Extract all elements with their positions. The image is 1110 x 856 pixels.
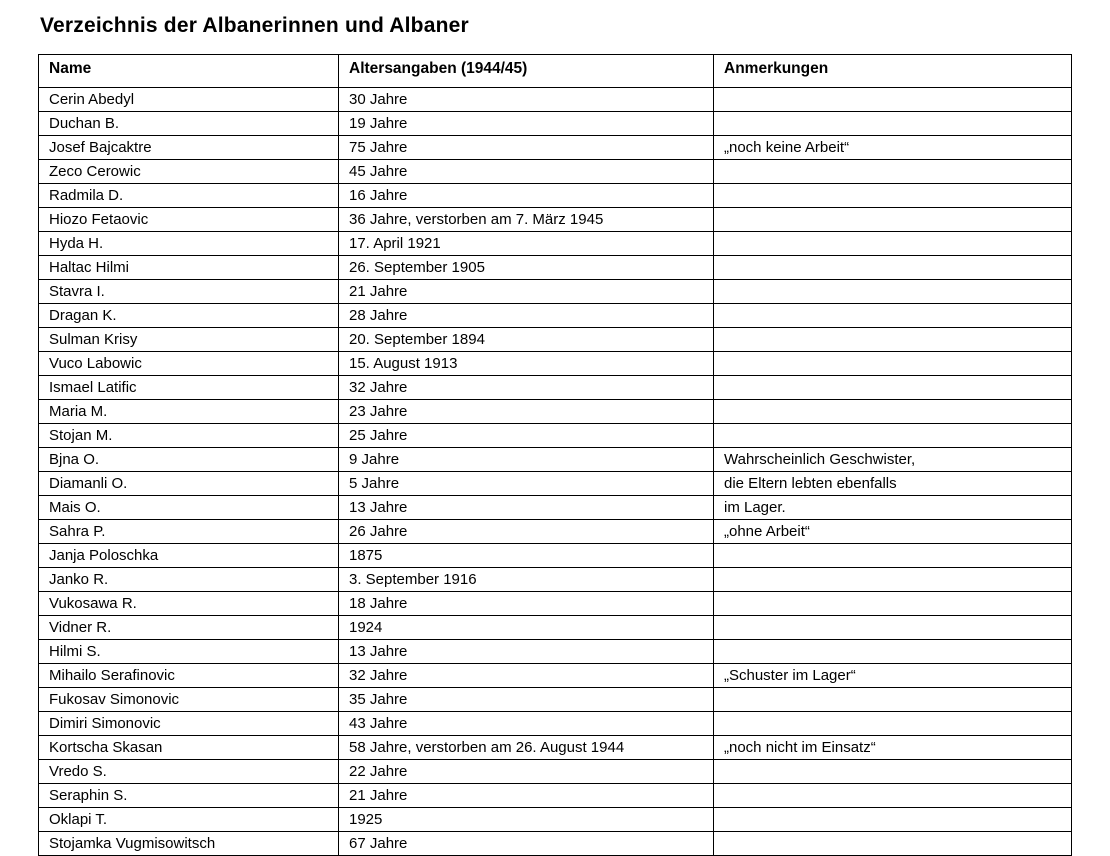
cell-name: Maria M. — [39, 400, 339, 424]
cell-name: Cerin Abedyl — [39, 88, 339, 112]
cell-notes — [714, 160, 1072, 184]
cell-notes — [714, 688, 1072, 712]
column-header-name: Name — [39, 55, 339, 88]
table-row — [39, 448, 1072, 472]
table-row — [39, 784, 1072, 808]
table-row — [39, 232, 1072, 256]
cell-name: Zeco Cerowic — [39, 160, 339, 184]
cell-age: 3. September 1916 — [339, 568, 714, 592]
table-header — [39, 55, 1072, 88]
cell-age: 45 Jahre — [339, 160, 714, 184]
column-header-age: Altersangaben (1944/45) — [339, 55, 714, 88]
cell-notes — [714, 568, 1072, 592]
table-row — [39, 184, 1072, 208]
table-row — [39, 304, 1072, 328]
cell-age: 21 Jahre — [339, 280, 714, 304]
cell-age: 1875 — [339, 544, 714, 568]
cell-name: Duchan B. — [39, 112, 339, 136]
page-title: Verzeichnis der Albanerinnen und Albaner — [40, 14, 469, 37]
cell-name: Haltac Hilmi — [39, 256, 339, 280]
cell-age: 28 Jahre — [339, 304, 714, 328]
cell-notes — [714, 112, 1072, 136]
table-row — [39, 352, 1072, 376]
cell-name: Vidner R. — [39, 616, 339, 640]
cell-age: 30 Jahre — [339, 88, 714, 112]
cell-name: Janko R. — [39, 568, 339, 592]
table-row — [39, 328, 1072, 352]
cell-name: Stojamka Vugmisowitsch — [39, 832, 339, 856]
cell-notes: Wahrscheinlich Geschwister, — [714, 448, 1072, 472]
table-row — [39, 640, 1072, 664]
cell-name: Kortscha Skasan — [39, 736, 339, 760]
cell-age: 21 Jahre — [339, 784, 714, 808]
table-row — [39, 544, 1072, 568]
cell-notes — [714, 616, 1072, 640]
cell-age: 13 Jahre — [339, 640, 714, 664]
cell-notes: „ohne Arbeit“ — [714, 520, 1072, 544]
cell-notes — [714, 832, 1072, 856]
cell-notes: „noch keine Arbeit“ — [714, 136, 1072, 160]
cell-notes — [714, 328, 1072, 352]
cell-notes — [714, 208, 1072, 232]
table-row — [39, 112, 1072, 136]
cell-age: 58 Jahre, verstorben am 26. August 1944 — [339, 736, 714, 760]
cell-name: Fukosav Simonovic — [39, 688, 339, 712]
table-row — [39, 208, 1072, 232]
cell-name: Dimiri Simonovic — [39, 712, 339, 736]
cell-age: 23 Jahre — [339, 400, 714, 424]
column-header-notes: Anmerkungen — [714, 55, 1072, 88]
cell-age: 1925 — [339, 808, 714, 832]
cell-name: Bjna O. — [39, 448, 339, 472]
cell-age: 35 Jahre — [339, 688, 714, 712]
table-row — [39, 400, 1072, 424]
cell-notes — [714, 232, 1072, 256]
cell-name: Stavra I. — [39, 280, 339, 304]
cell-name: Hyda H. — [39, 232, 339, 256]
cell-age: 67 Jahre — [339, 832, 714, 856]
table-row — [39, 568, 1072, 592]
cell-notes — [714, 592, 1072, 616]
table-row — [39, 520, 1072, 544]
cell-age: 5 Jahre — [339, 472, 714, 496]
cell-name: Diamanli O. — [39, 472, 339, 496]
cell-notes — [714, 376, 1072, 400]
table-row — [39, 760, 1072, 784]
cell-name: Seraphin S. — [39, 784, 339, 808]
cell-name: Vredo S. — [39, 760, 339, 784]
cell-name: Mihailo Serafinovic — [39, 664, 339, 688]
cell-notes — [714, 256, 1072, 280]
cell-notes — [714, 784, 1072, 808]
register-table — [38, 54, 1072, 856]
cell-notes — [714, 400, 1072, 424]
cell-name: Ismael Latific — [39, 376, 339, 400]
cell-notes: die Eltern lebten ebenfalls — [714, 472, 1072, 496]
table-row — [39, 736, 1072, 760]
cell-age: 18 Jahre — [339, 592, 714, 616]
table-row — [39, 256, 1072, 280]
table-row — [39, 496, 1072, 520]
cell-name: Vuco Labowic — [39, 352, 339, 376]
table-row — [39, 160, 1072, 184]
cell-name: Sahra P. — [39, 520, 339, 544]
cell-age: 32 Jahre — [339, 664, 714, 688]
table-row — [39, 592, 1072, 616]
cell-age: 26 Jahre — [339, 520, 714, 544]
cell-notes — [714, 88, 1072, 112]
cell-age: 17. April 1921 — [339, 232, 714, 256]
table-row — [39, 712, 1072, 736]
cell-age: 1924 — [339, 616, 714, 640]
cell-notes — [714, 352, 1072, 376]
table-row — [39, 808, 1072, 832]
cell-name: Janja Poloschka — [39, 544, 339, 568]
cell-age: 43 Jahre — [339, 712, 714, 736]
table-row — [39, 424, 1072, 448]
cell-notes — [714, 640, 1072, 664]
cell-name: Hiozo Fetaovic — [39, 208, 339, 232]
cell-age: 25 Jahre — [339, 424, 714, 448]
cell-age: 13 Jahre — [339, 496, 714, 520]
table-body — [39, 88, 1072, 856]
cell-name: Josef Bajcaktre — [39, 136, 339, 160]
cell-age: 32 Jahre — [339, 376, 714, 400]
cell-notes — [714, 184, 1072, 208]
cell-name: Sulman Krisy — [39, 328, 339, 352]
cell-name: Dragan K. — [39, 304, 339, 328]
cell-notes — [714, 304, 1072, 328]
table-row — [39, 472, 1072, 496]
table-row — [39, 88, 1072, 112]
cell-name: Vukosawa R. — [39, 592, 339, 616]
cell-age: 75 Jahre — [339, 136, 714, 160]
cell-notes: im Lager. — [714, 496, 1072, 520]
cell-notes — [714, 424, 1072, 448]
cell-age: 22 Jahre — [339, 760, 714, 784]
cell-notes: „noch nicht im Einsatz“ — [714, 736, 1072, 760]
cell-age: 9 Jahre — [339, 448, 714, 472]
cell-age: 19 Jahre — [339, 112, 714, 136]
cell-notes — [714, 280, 1072, 304]
table-row — [39, 280, 1072, 304]
table-row — [39, 688, 1072, 712]
table-header-row — [39, 55, 1072, 88]
cell-age: 16 Jahre — [339, 184, 714, 208]
cell-notes — [714, 712, 1072, 736]
table-row — [39, 136, 1072, 160]
table-row — [39, 376, 1072, 400]
cell-notes — [714, 544, 1072, 568]
table-row — [39, 664, 1072, 688]
cell-notes — [714, 808, 1072, 832]
cell-age: 36 Jahre, verstorben am 7. März 1945 — [339, 208, 714, 232]
cell-name: Hilmi S. — [39, 640, 339, 664]
table-row — [39, 832, 1072, 856]
cell-notes: „Schuster im Lager“ — [714, 664, 1072, 688]
cell-name: Oklapi T. — [39, 808, 339, 832]
table-row — [39, 616, 1072, 640]
cell-name: Stojan M. — [39, 424, 339, 448]
cell-age: 20. September 1894 — [339, 328, 714, 352]
cell-name: Radmila D. — [39, 184, 339, 208]
cell-age: 15. August 1913 — [339, 352, 714, 376]
cell-name: Mais O. — [39, 496, 339, 520]
cell-notes — [714, 760, 1072, 784]
cell-age: 26. September 1905 — [339, 256, 714, 280]
